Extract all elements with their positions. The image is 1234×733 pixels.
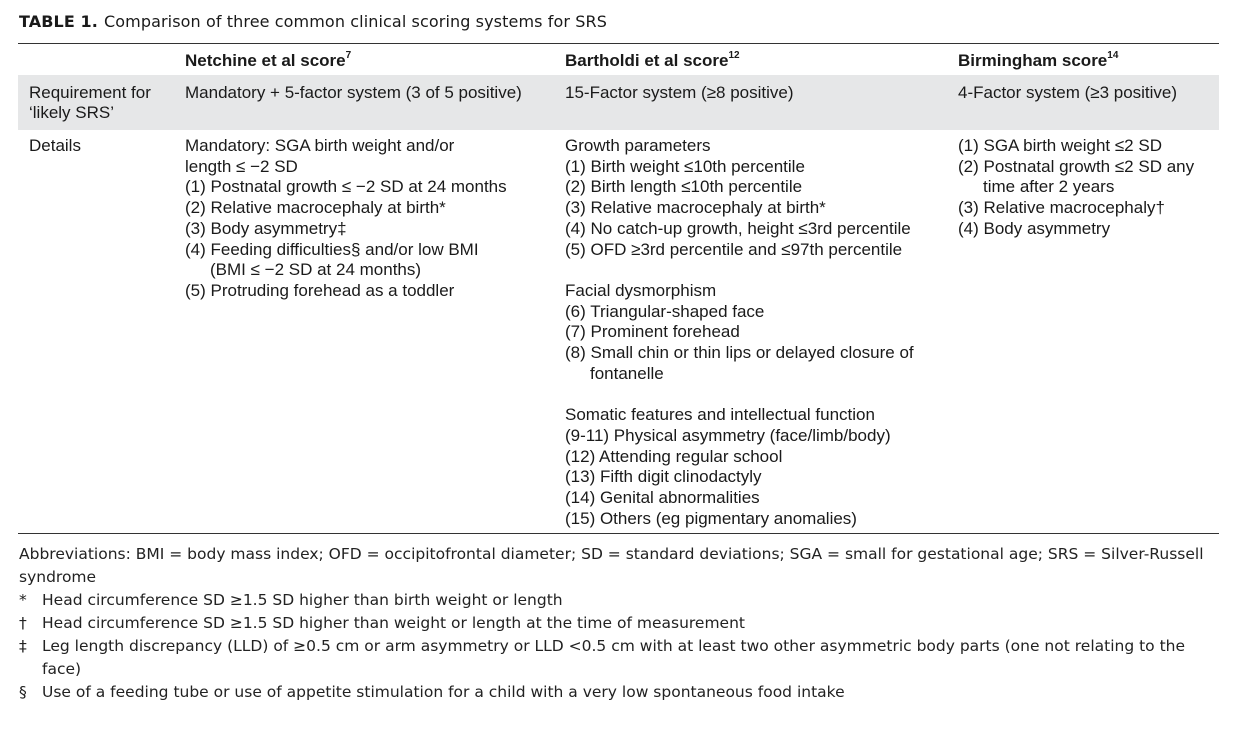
list-item: (12) Attending regular school: [565, 446, 783, 466]
table-caption-text: Comparison of three common clinical scoring systems for SRS: [103, 12, 607, 31]
table-footnotes: [19, 543, 1219, 704]
requirement-label-line: ‘likely SRS’: [29, 103, 115, 122]
list-item: (2) Birth length ≤10th percentile: [565, 177, 803, 197]
table-bottom-rule: [18, 533, 1219, 534]
list-item-continuation: fontanelle: [590, 363, 664, 383]
details-label: Details: [29, 136, 81, 155]
list-item: (3) Body asymmetry‡: [185, 218, 347, 238]
header-bartholdi-text: Bartholdi et al score: [565, 51, 729, 70]
list-item: (4) Feeding difficulties§ and/or low BMI: [185, 239, 479, 259]
footnote-text: Use of a feeding tube or use of appetite stimulation for a child with a very low spontaneous food intake: [42, 683, 845, 701]
details-row: [18, 130, 1219, 530]
list-item: (1) Birth weight ≤10th percentile: [565, 156, 805, 176]
footnote-section: [19, 681, 1219, 704]
details-bartholdi: [565, 136, 914, 529]
header-row: [18, 44, 1219, 76]
requirement-label: [29, 83, 179, 123]
list-item: (2) Relative macrocephaly at birth*: [185, 198, 446, 218]
header-netchine-ref: 7: [345, 50, 352, 61]
header-birmingham-text: Birmingham score: [958, 51, 1108, 70]
header-netchine-text: Netchine et al score: [185, 51, 346, 70]
list-item: Mandatory: SGA birth weight and/or: [185, 136, 455, 155]
list-item: (3) Relative macrocephaly at birth*: [565, 198, 826, 218]
abbreviations-line: syndrome: [19, 568, 97, 586]
list-item-continuation: (BMI ≤ −2 SD at 24 months): [210, 260, 422, 280]
footnote-text: face): [42, 660, 82, 678]
list-item: length ≤ −2 SD: [185, 156, 298, 176]
list-item: (1) SGA birth weight ≤2 SD: [958, 136, 1162, 155]
list-item: (4) Body asymmetry: [958, 218, 1111, 238]
footnote-text: Head circumference SD ≥1.5 SD higher than birth weight or length: [42, 591, 563, 609]
list-item: (9-11) Physical asymmetry (face/limb/body): [565, 425, 891, 445]
footnote-symbol: §: [19, 683, 27, 701]
footnote-symbol: ‡: [19, 637, 27, 655]
footnote-asterisk: [19, 589, 1219, 612]
details-birmingham: [958, 136, 1194, 240]
requirement-netchine: Mandatory + 5-factor system (3 of 5 positive): [185, 83, 522, 102]
header-birmingham: [958, 51, 1118, 71]
group-heading: Somatic features and intellectual function: [565, 405, 875, 425]
list-item: (3) Relative macrocephaly†: [958, 198, 1165, 218]
list-item: (7) Prominent forehead: [565, 322, 740, 342]
group-heading: Facial dysmorphism: [565, 280, 717, 300]
requirement-bartholdi: 15-Factor system (≥8 positive): [565, 83, 794, 102]
list-item: (5) OFD ≥3rd percentile and ≤97th percentile: [565, 239, 903, 259]
footnote-symbol: †: [19, 614, 27, 632]
group-gap: [565, 384, 914, 405]
list-item-continuation: time after 2 years: [983, 177, 1115, 197]
list-item: (6) Triangular-shaped face: [565, 301, 765, 321]
footnote-double-dagger: [19, 635, 1219, 681]
requirement-birmingham: 4-Factor system (≥3 positive): [958, 83, 1178, 102]
list-item: (15) Others (eg pigmentary anomalies): [565, 508, 857, 528]
list-item: (14) Genital abnormalities: [565, 487, 760, 507]
table-caption: [19, 12, 607, 31]
abbreviations-note: [19, 543, 1219, 589]
header-netchine: [185, 51, 351, 71]
list-item: (5) Protruding forehead as a toddler: [185, 280, 455, 300]
list-item: (1) Postnatal growth ≤ −2 SD at 24 months: [185, 177, 507, 197]
abbreviations-line: Abbreviations: BMI = body mass index; OFD = occipitofrontal diameter; SD = standard deviations; SGA = small for gestational age; SRS = Silver-Russell: [19, 545, 1204, 563]
footnote-text: Head circumference SD ≥1.5 SD higher than weight or length at the time of measurement: [42, 614, 745, 632]
footnote-symbol: *: [19, 591, 27, 609]
group-gap: [565, 260, 914, 281]
header-bartholdi: [565, 51, 740, 71]
table-caption-label: TABLE 1.: [19, 12, 98, 31]
details-netchine: [185, 136, 507, 302]
requirement-label-line: Requirement for: [29, 83, 151, 102]
footnote-dagger: [19, 612, 1219, 635]
footnote-text: Leg length discrepancy (LLD) of ≥0.5 cm or arm asymmetry or LLD <0.5 cm with at least two other asymmetric body parts (one not relating to the: [42, 637, 1186, 655]
requirement-row: [18, 75, 1219, 130]
list-item: (4) No catch-up growth, height ≤3rd percentile: [565, 218, 911, 238]
list-item: (13) Fifth digit clinodactyly: [565, 467, 762, 487]
list-item: (2) Postnatal growth ≤2 SD any: [958, 156, 1195, 176]
list-item: (8) Small chin or thin lips or delayed closure of: [565, 343, 914, 363]
header-birmingham-ref: 14: [1107, 50, 1119, 61]
header-bartholdi-ref: 12: [728, 50, 740, 61]
group-heading: Growth parameters: [565, 136, 711, 155]
